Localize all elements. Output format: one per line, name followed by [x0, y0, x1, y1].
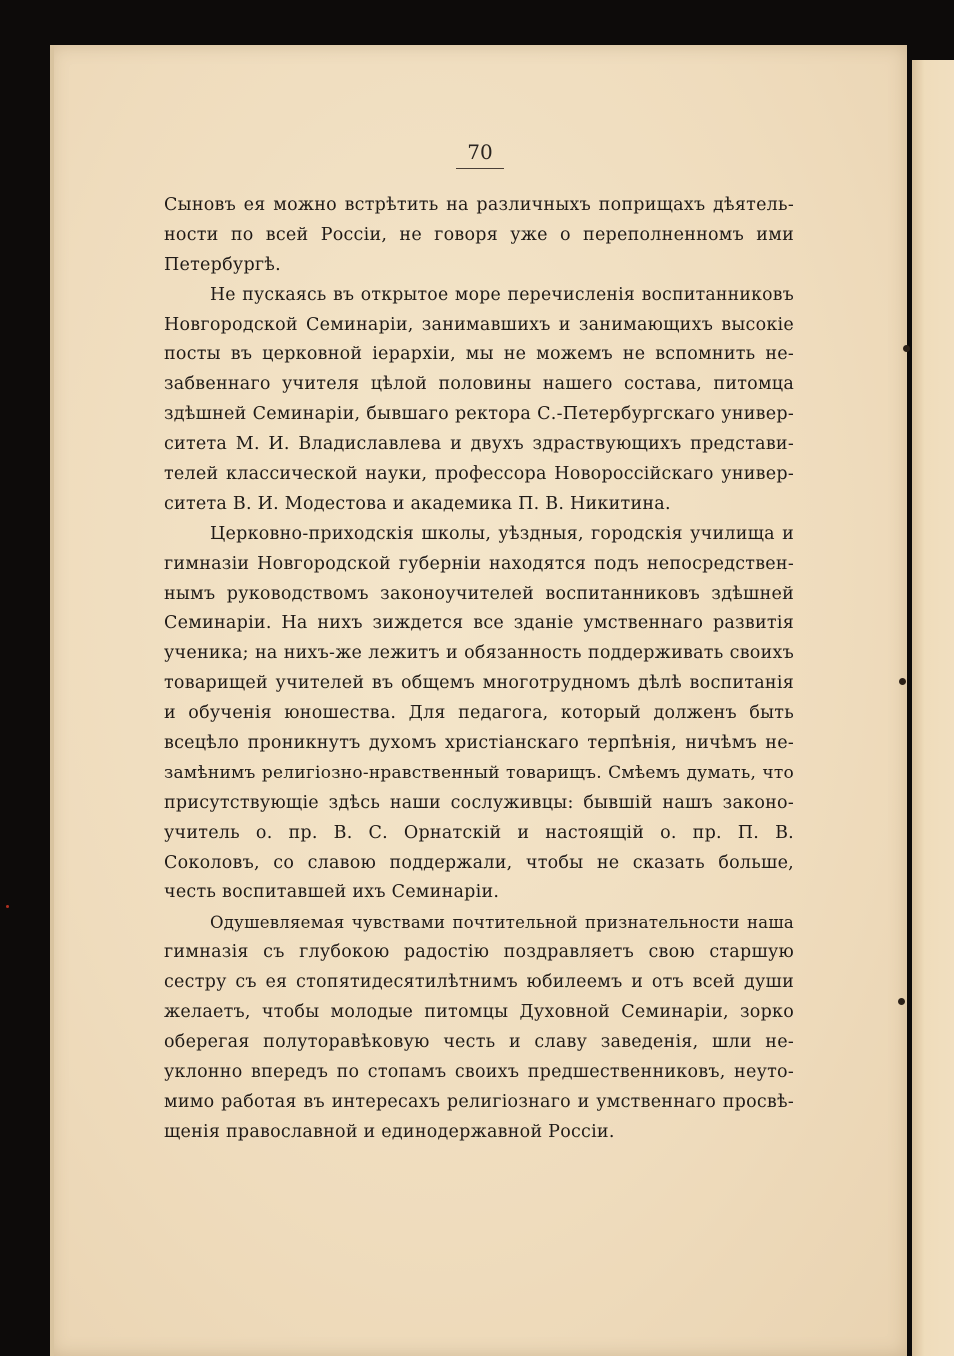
- text-line: сестру съ ея стопятидесятилѣтнимъ юбилеемъ и отъ всей души: [164, 972, 794, 993]
- text-line: оберегая полуторавѣковую честь и славу заведенія, шли не-: [164, 1031, 794, 1052]
- text-line: мимо работая въ интересахъ религіознаго и умственнаго просвѣ-: [164, 1091, 794, 1112]
- text-line: ученика; на нихъ-же лежитъ и обязанность поддерживать своихъ: [164, 643, 794, 664]
- text-line: ситета В. И. Модестова и академика П. В. Никитина.: [164, 493, 671, 514]
- page-number: 70: [467, 140, 493, 164]
- text-line: посты въ церковной іерархіи, мы не можемъ не вспомнить не-: [164, 344, 794, 365]
- text-line: гимназія съ глубокою радостію поздравляетъ свою старшую: [164, 942, 794, 963]
- text-line: Сыновъ ея можно встрѣтить на различныхъ поприщахъ дѣятель-: [164, 195, 794, 215]
- scan-artifact: [6, 905, 9, 908]
- text-line: Петербургѣ.: [164, 254, 281, 275]
- text-line: ности по всей Россіи, не говоря уже о переполненномъ ими: [164, 224, 794, 245]
- text-line: Одушевляемая чувствами почтительной признательности наша: [210, 913, 794, 933]
- text-line: Церковно-приходскія школы, уѣздныя, городскія училища и: [210, 523, 794, 544]
- text-line: учитель о. пр. В. С. Орнатскій и настоящій о. пр. П. В.: [164, 822, 794, 843]
- text-line: Соколовъ, со славою поддержали, чтобы не сказать больше,: [164, 852, 794, 873]
- text-line: здѣшней Семинаріи, бывшаго ректора С.-Петербургскаго универ-: [164, 404, 794, 425]
- text-line: забвеннаго учителя цѣлой половины нашего состава, питомца: [164, 374, 794, 395]
- text-line: всецѣло проникнутъ духомъ христіанскаго терпѣнія, ничѣмъ не-: [164, 733, 794, 754]
- text-line: ситета М. И. Владиславлева и двухъ здраствующихъ представи-: [164, 434, 794, 455]
- text-line: уклонно впередъ по стопамъ своихъ предшественниковъ, неуто-: [164, 1061, 794, 1082]
- text-line: присутствующіе здѣсь наши сослуживцы: бывшій нашъ законо-: [164, 792, 794, 813]
- text-line: желаетъ, чтобы молодые питомцы Духовной Семинаріи, зорко: [164, 1002, 794, 1023]
- text-line: Новгородской Семинаріи, занимавшихъ и занимающихъ высокіе: [164, 314, 794, 335]
- text-line: щенія православной и единодержавной Россіи.: [164, 1121, 615, 1142]
- text-line: нымъ руководствомъ законоучителей воспитанниковъ здѣшней: [164, 583, 794, 604]
- text-line: телей классической науки, профессора Новороссійскаго универ-: [164, 464, 794, 485]
- text-line: и обученія юношества. Для педагога, который долженъ быть: [164, 703, 794, 724]
- body-text: [164, 191, 794, 1148]
- binding-mark: [899, 678, 906, 685]
- text-line: Семинаріи. На нихъ зиждется все зданіе умственнаго развитія: [164, 613, 794, 634]
- text-line: честь воспитавшей ихъ Семинаріи.: [164, 882, 500, 903]
- binding-mark: [903, 345, 910, 352]
- text-line: товарищей учителей въ общемъ многотрудномъ дѣлѣ воспитанія: [164, 673, 794, 694]
- page-number-rule: [456, 168, 504, 169]
- text-line: замѣнимъ религіозно-нравственный товарищъ. Смѣемъ думать, что: [164, 762, 794, 783]
- binding-mark: [898, 998, 905, 1005]
- page-edge: [50, 45, 54, 1356]
- text-line: Не пускаясь въ открытое море перечисленія воспитанниковъ: [210, 284, 794, 305]
- facing-page-edge: [912, 60, 954, 1356]
- text-line: гимназіи Новгородской губерніи находятся подъ непосредствен-: [164, 553, 794, 574]
